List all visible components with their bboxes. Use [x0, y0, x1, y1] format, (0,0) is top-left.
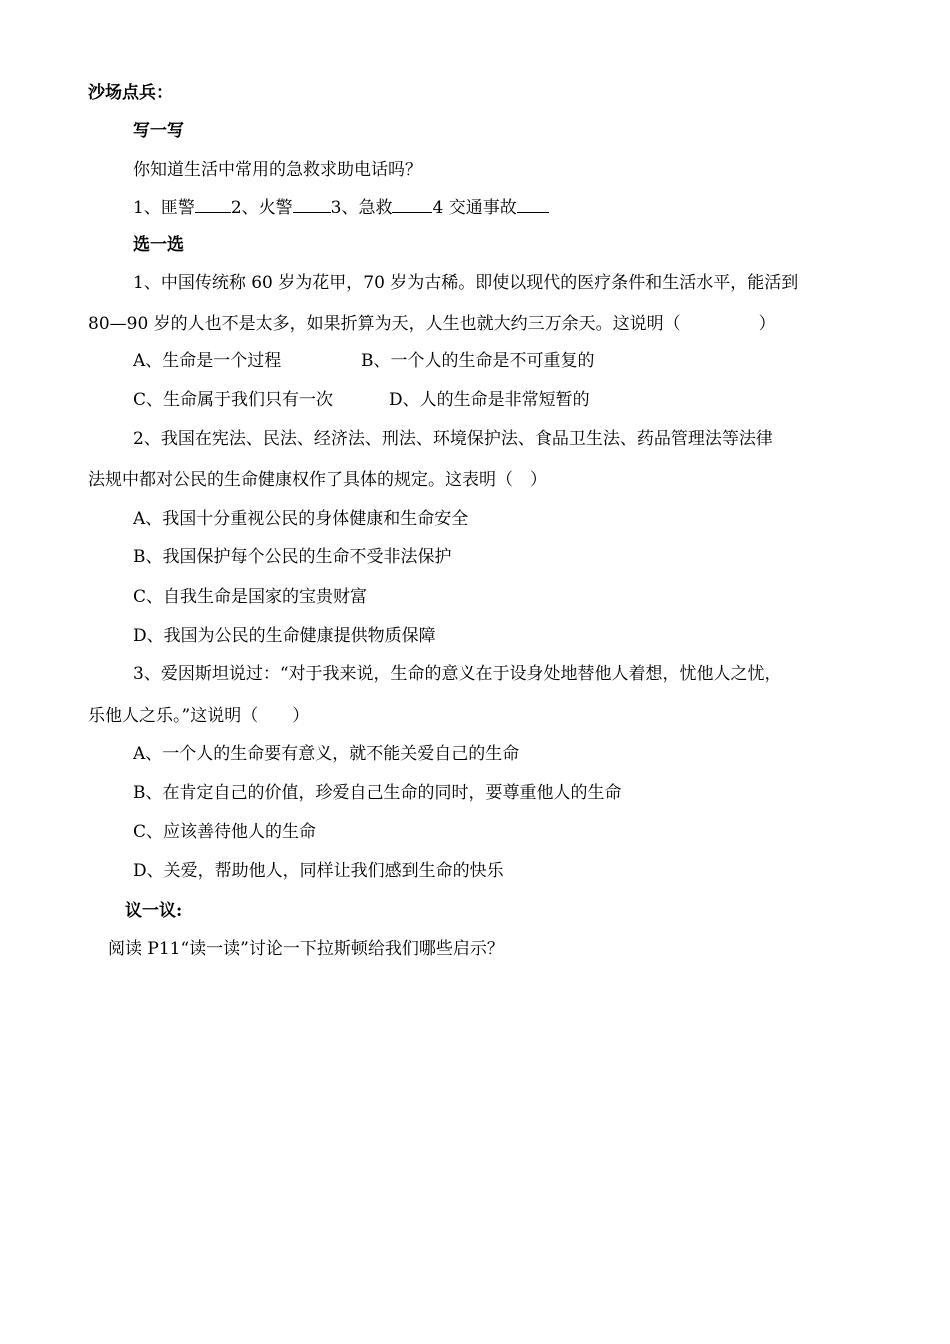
- q1-option-c: C、生命属于我们只有一次: [133, 390, 334, 410]
- write-answers-line: [133, 196, 549, 219]
- write-question: 你知道生活中常用的急救求助电话吗？: [133, 160, 422, 180]
- q1-line1: 1、中国传统称 60 岁为花甲，70 岁为古稀。即使以现代的医疗条件和生活水平，能活到: [133, 273, 799, 293]
- q3-option-d: D、关爱，帮助他人，同样让我们感到生命的快乐: [133, 861, 504, 881]
- q2-option-d: D、我国为公民的生命健康提供物质保障: [133, 626, 436, 646]
- item-police: 1、匪警: [133, 198, 195, 218]
- q2-option-a: A、我国十分重视公民的身体健康和生命安全: [133, 509, 469, 529]
- write-title: 写一写: [133, 121, 184, 141]
- q2-line1: 2、我国在宪法、民法、经济法、刑法、环境保护法、食品卫生法、药品管理法等法律: [133, 429, 773, 449]
- q3-line1: 3、爱因斯坦说过：“对于我来说，生命的意义在于设身处地替他人着想，忧他人之忧，: [133, 664, 782, 684]
- q3-line2: 乐他人之乐。”这说明（ ）: [88, 706, 310, 726]
- discuss-text: 阅读 P11“读一读”讨论一下拉斯顿给我们哪些启示？: [108, 939, 504, 959]
- q3-option-a: A、一个人的生命要有意义，就不能关爱自己的生命: [133, 744, 520, 764]
- q1-option-b: B、一个人的生命是不可重复的: [361, 351, 595, 371]
- q1-option-a: A、生命是一个过程: [133, 351, 282, 371]
- q1-close-paren: ）: [758, 314, 776, 334]
- q2-option-c: C、自我生命是国家的宝贵财富: [133, 587, 368, 607]
- q3-option-c: C、应该善待他人的生命: [133, 822, 317, 842]
- section-heading: 沙场点兵：: [88, 83, 173, 103]
- blank-traffic[interactable]: [517, 196, 549, 213]
- blank-ambulance[interactable]: [392, 196, 432, 213]
- q3-option-b: B、在肯定自己的价值，珍爱自己生命的同时，要尊重他人的生命: [133, 783, 622, 803]
- q2-line2: 法规中都对公民的生命健康权作了具体的规定。这表明（ ）: [88, 470, 547, 490]
- q1-line2: [88, 313, 776, 335]
- blank-fire[interactable]: [293, 196, 331, 213]
- q1-line2-text: 80—90 岁的人也不是太多，如果折算为天，人生也就大约三万余天。这说明（: [88, 314, 681, 334]
- blank-police[interactable]: [195, 196, 231, 213]
- q2-option-b: B、我国保护每个公民的生命不受非法保护: [133, 547, 452, 567]
- item-ambulance: 3、急救: [330, 198, 393, 218]
- item-fire: 2、火警: [230, 198, 293, 218]
- q1-option-d: D、人的生命是非常短暂的: [389, 390, 590, 410]
- item-traffic: 4 交通事故: [432, 198, 517, 218]
- discuss-title: 议一议:: [125, 901, 183, 921]
- choose-title: 选一选: [133, 235, 184, 255]
